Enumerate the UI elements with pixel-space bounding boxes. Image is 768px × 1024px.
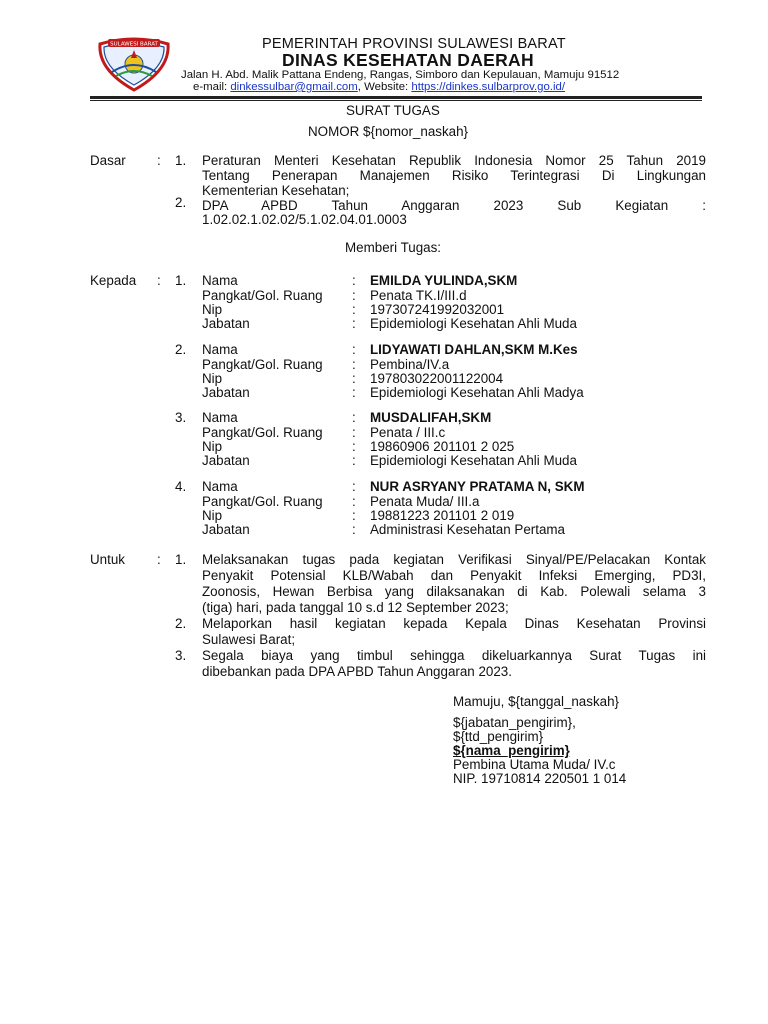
field-label-nama: Nama [202,479,238,494]
field-label-nip: Nip [202,371,223,386]
field-label-nip: Nip [202,508,223,523]
person-rank: Penata Muda/ III.a [370,494,480,509]
untuk-item-line: (tiga) hari, pada tanggal 10 s.d 12 September 2023; [202,600,509,615]
logo-text: SULAWESI BARAT [110,41,158,48]
field-colon: : [352,522,356,537]
person-rank: Penata / III.c [370,425,446,440]
person-name: MUSDALIFAH,SKM [370,410,492,425]
field-colon: : [352,357,356,372]
untuk-item-line: Zoonosis, Hewan Berbisa yang dilaksanakan di Kab. Polewali selama 3 [202,584,706,599]
field-colon: : [352,439,356,454]
person-name: LIDYAWATI DAHLAN,SKM M.Kes [370,342,578,357]
government-name: PEMERINTAH PROVINSI SULAWESI BARAT [262,36,566,52]
dasar-item-line: 1.02.02.1.02.02/5.1.02.04.01.0003 [202,212,407,227]
untuk-label: Untuk [90,552,125,567]
signer-rank: Pembina Utama Muda/ IV.c [453,757,616,772]
field-colon: : [352,494,356,509]
untuk-item-num: 3. [175,648,187,663]
letter-number: NOMOR ${nomor_naskah} [308,124,469,139]
office-address: Jalan H. Abd. Malik Pattana Endeng, Rangas, Simboro dan Kepulauan, Mamuju 91512 [181,69,620,81]
field-colon: : [352,508,356,523]
field-label-jabatan: Jabatan [202,385,250,400]
field-label-nama: Nama [202,342,238,357]
field-colon: : [352,385,356,400]
untuk-item-line: Melaporkan hasil kegiatan kepada Kepala Dinas Kesehatan Provinsi [202,616,706,631]
field-label-jabatan: Jabatan [202,522,250,537]
signer-name: ${nama_pengirim} [453,743,570,758]
untuk-item-num: 2. [175,616,187,631]
email-label: e-mail: [193,81,231,93]
untuk-item-num: 1. [175,552,187,567]
person-position: Epidemiologi Kesehatan Ahli Muda [370,316,577,331]
person-num: 2. [175,342,187,357]
signer-position: ${jabatan_pengirim}, [453,715,576,730]
field-colon: : [352,288,356,303]
dasar-item-line: Kementerian Kesehatan; [202,183,350,198]
field-label-pangkat: Pangkat/Gol. Ruang [202,288,323,303]
signer-nip: NIP. 19710814 220501 1 014 [453,771,627,786]
dasar-label: Dasar [90,153,126,168]
field-colon: : [352,453,356,468]
place-date: Mamuju, ${tanggal_naskah} [453,694,620,709]
person-nip: 19860906 201101 2 025 [370,439,515,454]
field-label-nip: Nip [202,439,223,454]
field-label-jabatan: Jabatan [202,316,250,331]
field-colon: : [352,425,356,440]
field-colon: : [352,273,356,288]
person-rank: Penata TK.I/III.d [370,288,467,303]
dasar-colon: : [157,153,161,168]
kepada-label: Kepada [90,273,137,288]
person-nip: 19881223 201101 2 019 [370,508,515,523]
untuk-item-line: Segala biaya yang timbul sehingga dikeluarkannya Surat Tugas ini [202,648,706,663]
dasar-item-line: DPA APBD Tahun Anggaran 2023 Sub Kegiatan : [202,198,706,213]
person-num: 3. [175,410,187,425]
field-colon: : [352,479,356,494]
person-name: EMILDA YULINDA,SKM [370,273,518,288]
person-rank: Pembina/IV.a [370,357,450,372]
field-label-nama: Nama [202,273,238,288]
field-label-pangkat: Pangkat/Gol. Ruang [202,494,323,509]
untuk-item-line: Penyakit Potensial KLB/Wabah dan Penyakit Infeksi Emerging, PD3I, [202,568,706,583]
field-colon: : [352,316,356,331]
dasar-item-line: Tentang Penerapan Manajemen Risiko Terintegrasi Di Lingkungan [202,168,706,183]
dasar-item-num: 2. [175,195,187,210]
field-colon: : [352,410,356,425]
office-name: DINAS KESEHATAN DAERAH [282,50,534,70]
field-label-nama: Nama [202,410,238,425]
person-nip: 197307241992032001 [370,302,505,317]
person-position: Administrasi Kesehatan Pertama [370,522,566,537]
person-nip: 197803022001122004 [370,371,504,386]
field-colon: : [352,302,356,317]
contact-line [193,81,565,93]
dasar-item-num: 1. [175,153,187,168]
province-logo [94,36,174,92]
letterhead-rule-thick [90,96,702,99]
kepada-colon: : [157,273,161,288]
untuk-item-line: Melaksanakan tugas pada kegiatan Verifikasi Sinyal/PE/Pelacakan Kontak [202,552,706,567]
field-label-nip: Nip [202,302,223,317]
person-num: 1. [175,273,187,288]
email-link[interactable]: dinkessulbar@gmail.com [230,81,358,93]
field-label-pangkat: Pangkat/Gol. Ruang [202,425,323,440]
untuk-item-line: Sulawesi Barat; [202,632,296,647]
website-label: , Website: [357,81,412,93]
person-position: Epidemiologi Kesehatan Ahli Muda [370,453,577,468]
person-position: Epidemiologi Kesehatan Ahli Madya [370,385,584,400]
website-link[interactable]: https://dinkes.sulbarprov.go.id/ [411,81,566,93]
untuk-item-line: dibebankan pada DPA APBD Tahun Anggaran 2023. [202,664,512,679]
field-colon: : [352,342,356,357]
untuk-colon: : [157,552,161,567]
letter-title: SURAT TUGAS [346,103,440,118]
signature-placeholder: ${ttd_pengirim} [453,729,544,744]
dasar-item-line: Peraturan Menteri Kesehatan Republik Indonesia Nomor 25 Tahun 2019 [202,153,706,168]
memberi-tugas-heading: Memberi Tugas: [345,240,442,255]
person-num: 4. [175,479,187,494]
person-name: NUR ASRYANY PRATAMA N, SKM [370,479,585,494]
field-colon: : [352,371,356,386]
field-label-pangkat: Pangkat/Gol. Ruang [202,357,323,372]
letterhead-rule-thin [90,100,702,101]
field-label-jabatan: Jabatan [202,453,250,468]
